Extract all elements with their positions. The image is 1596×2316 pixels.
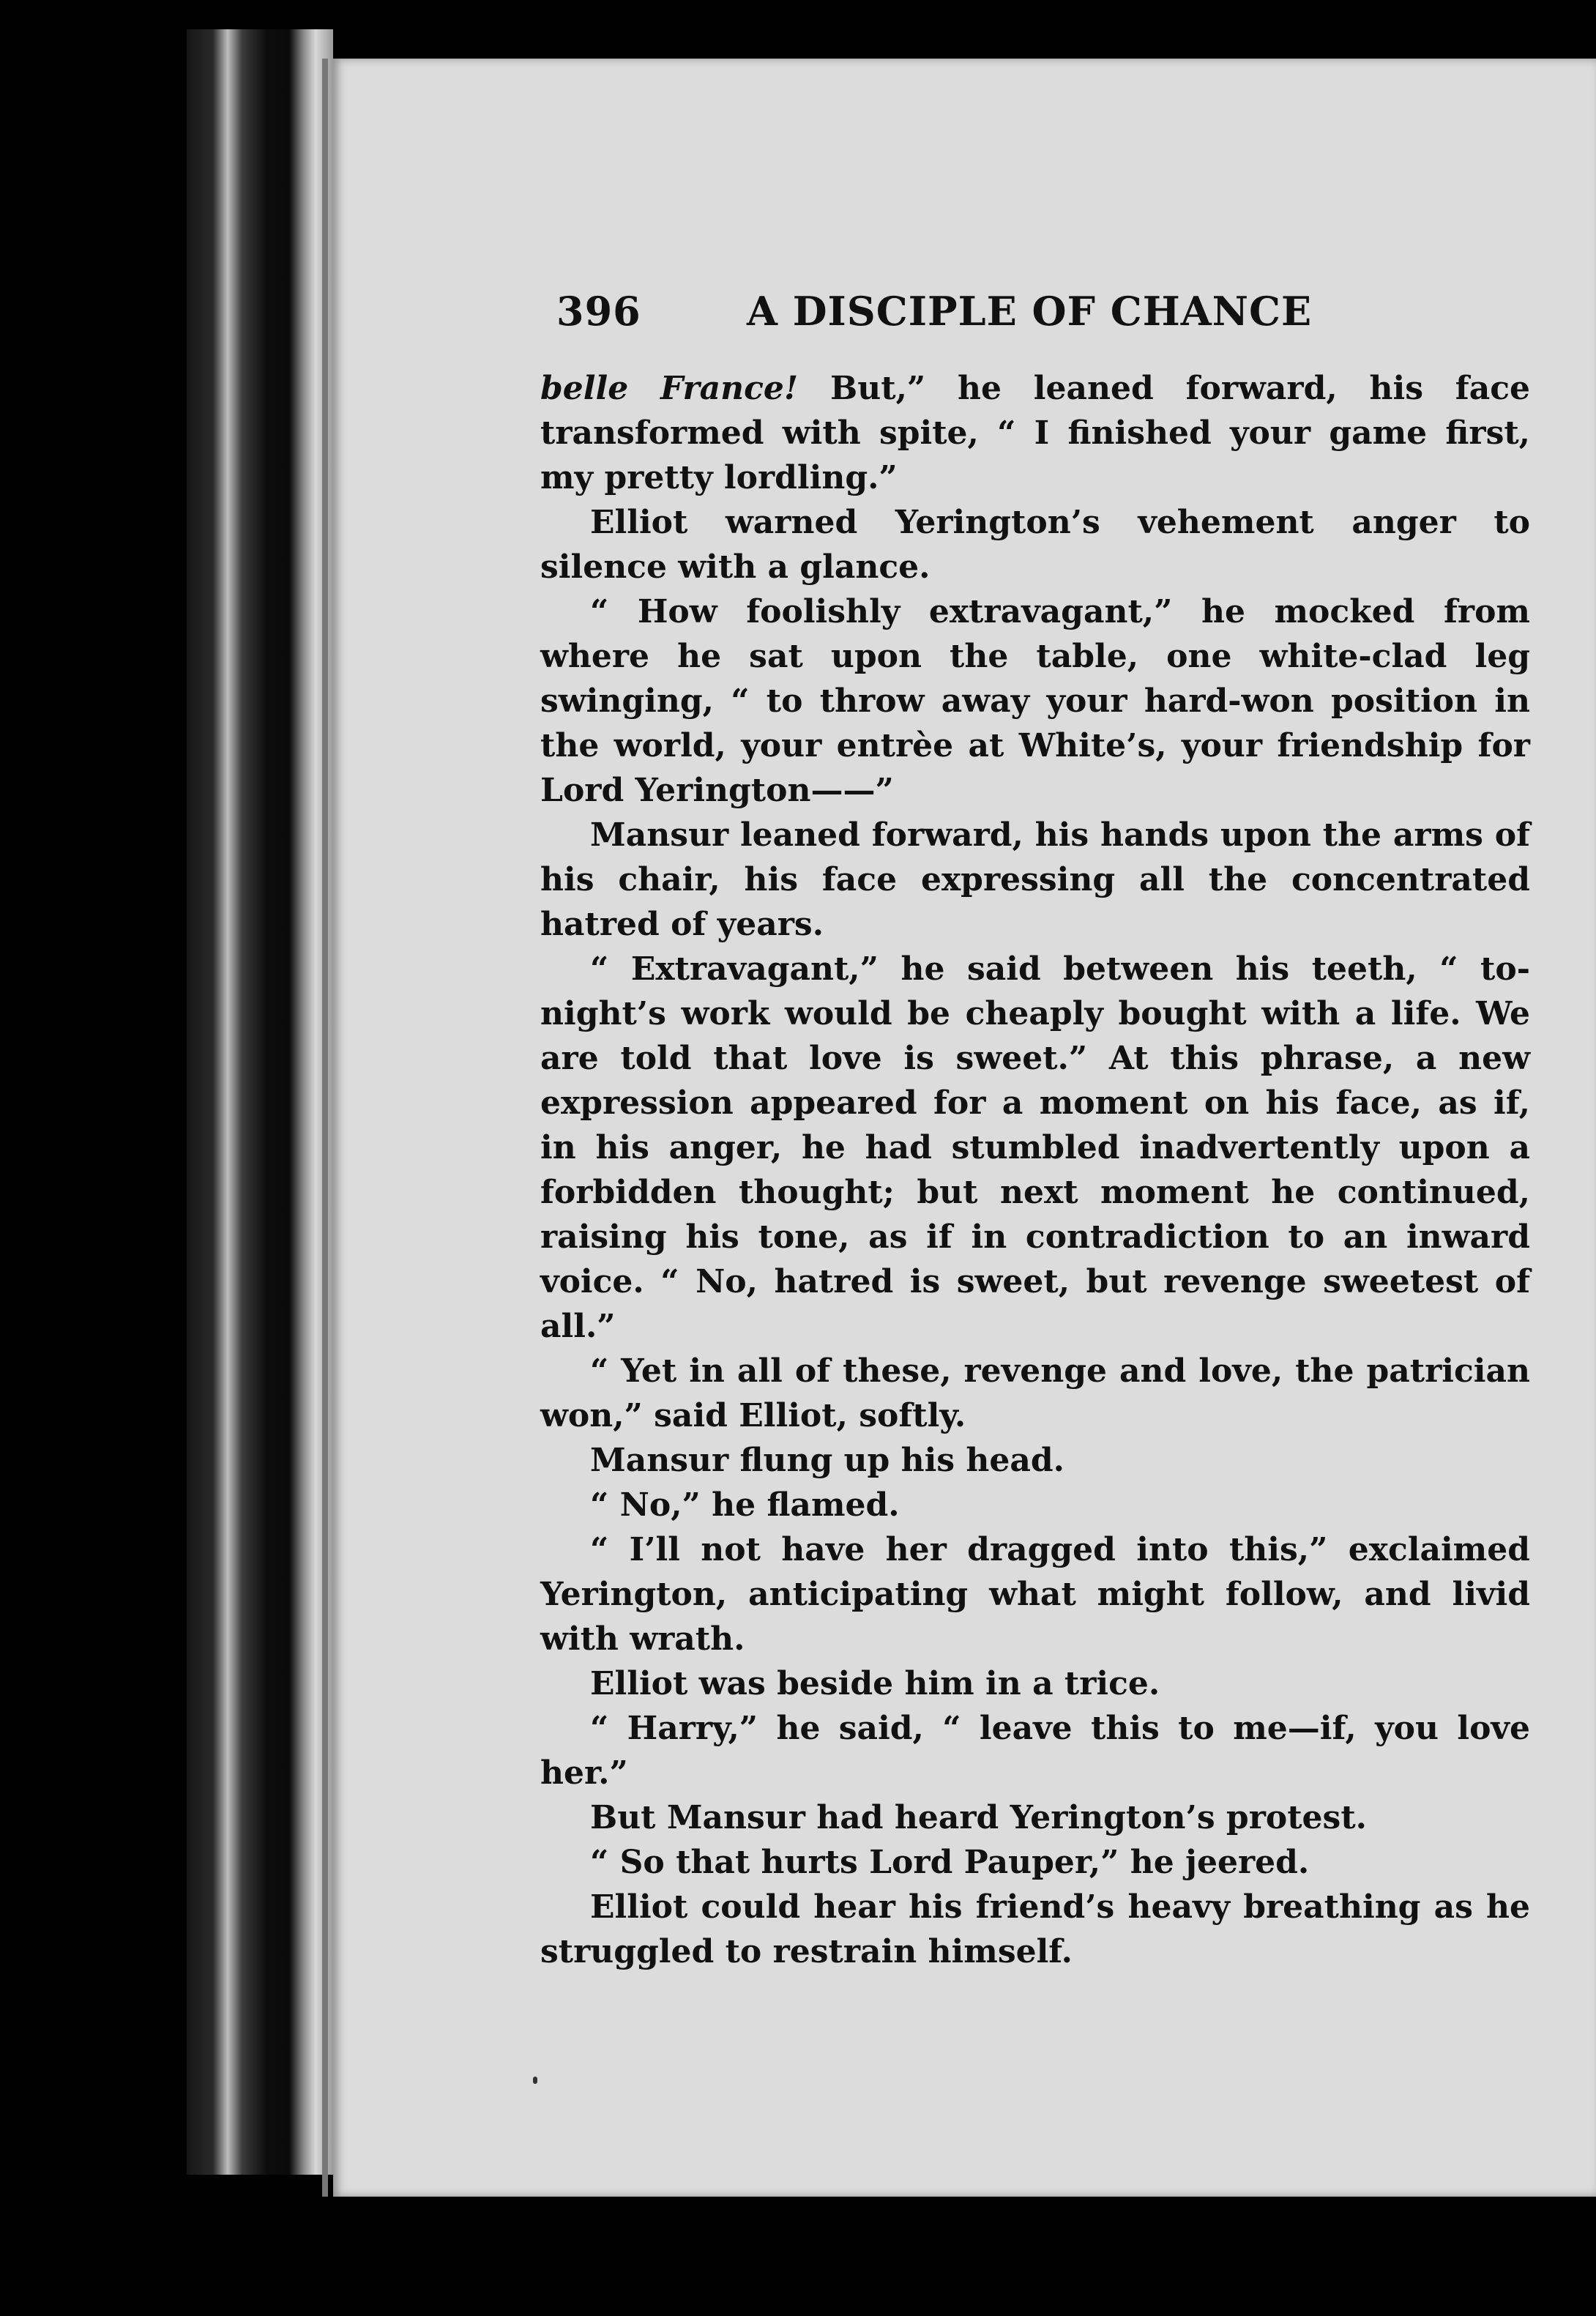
paragraph: But Mansur had heard Yerington’s protest. xyxy=(590,1799,1367,1836)
paragraph: “ No,” he flamed. xyxy=(590,1486,900,1524)
paragraph: Mansur leaned forward, his hands upon the arms of his chair, his face expressing all the concentrated hatred of years. xyxy=(540,816,1530,943)
paragraph: “ Extravagant,” he said between his teeth, “ to-night’s work would be cheaply bought with a life. We are told that love is sweet.” At this phrase, a new expression appeared for a moment on his face, as if, in his anger, he had stumbled inadvertently upon a forbidden thought; but next moment he continued, raising his tone, as if in contradiction to an inward voice. “ No, hatred is sweet, but revenge sweetest of all.” xyxy=(540,950,1530,1345)
paragraph: “ I’ll not have her dragged into this,” exclaimed Yerington, anticipating what might follow, and livid with wrath. xyxy=(540,1531,1530,1658)
page-gutter-line xyxy=(322,59,328,2197)
paragraph: Elliot warned Yerington’s vehement anger to silence with a glance. xyxy=(540,504,1530,586)
paragraph: Mansur flung up his head. xyxy=(590,1442,1064,1479)
italic-phrase: belle France! xyxy=(540,370,799,407)
paragraph: Elliot could hear his friend’s heavy breathing as he struggled to restrain himself. xyxy=(540,1888,1530,1970)
paragraph: “ Yet in all of these, revenge and love, the patrician won,” said Elliot, softly. xyxy=(540,1352,1530,1434)
book-title: A DISCIPLE OF CHANCE xyxy=(747,288,1313,335)
paragraph: “ So that hurts Lord Pauper,” he jeered. xyxy=(590,1844,1310,1881)
paragraph: Elliot was beside him in a trice. xyxy=(590,1665,1160,1702)
paragraph-text: But,” he leaned forward, his face transformed with spite, “ I finished your game first, my pretty lordling.” xyxy=(540,370,1530,496)
paragraph: “ How foolishly extravagant,” he mocked from where he sat upon the table, one white-clad leg swinging, “ to throw away your hard-won position in the world, your entrèe at White’s, your friendship for Lord Yerington——” xyxy=(540,593,1530,809)
paragraph xyxy=(540,366,1530,500)
body-text xyxy=(540,366,1530,1974)
paragraph: “ Harry,” he said, “ leave this to me—if, you love her.” xyxy=(540,1710,1530,1792)
running-head xyxy=(556,288,1530,346)
page-number: 396 xyxy=(556,288,641,335)
book-binding-edge xyxy=(187,29,333,2175)
scan-speck xyxy=(533,2077,537,2084)
